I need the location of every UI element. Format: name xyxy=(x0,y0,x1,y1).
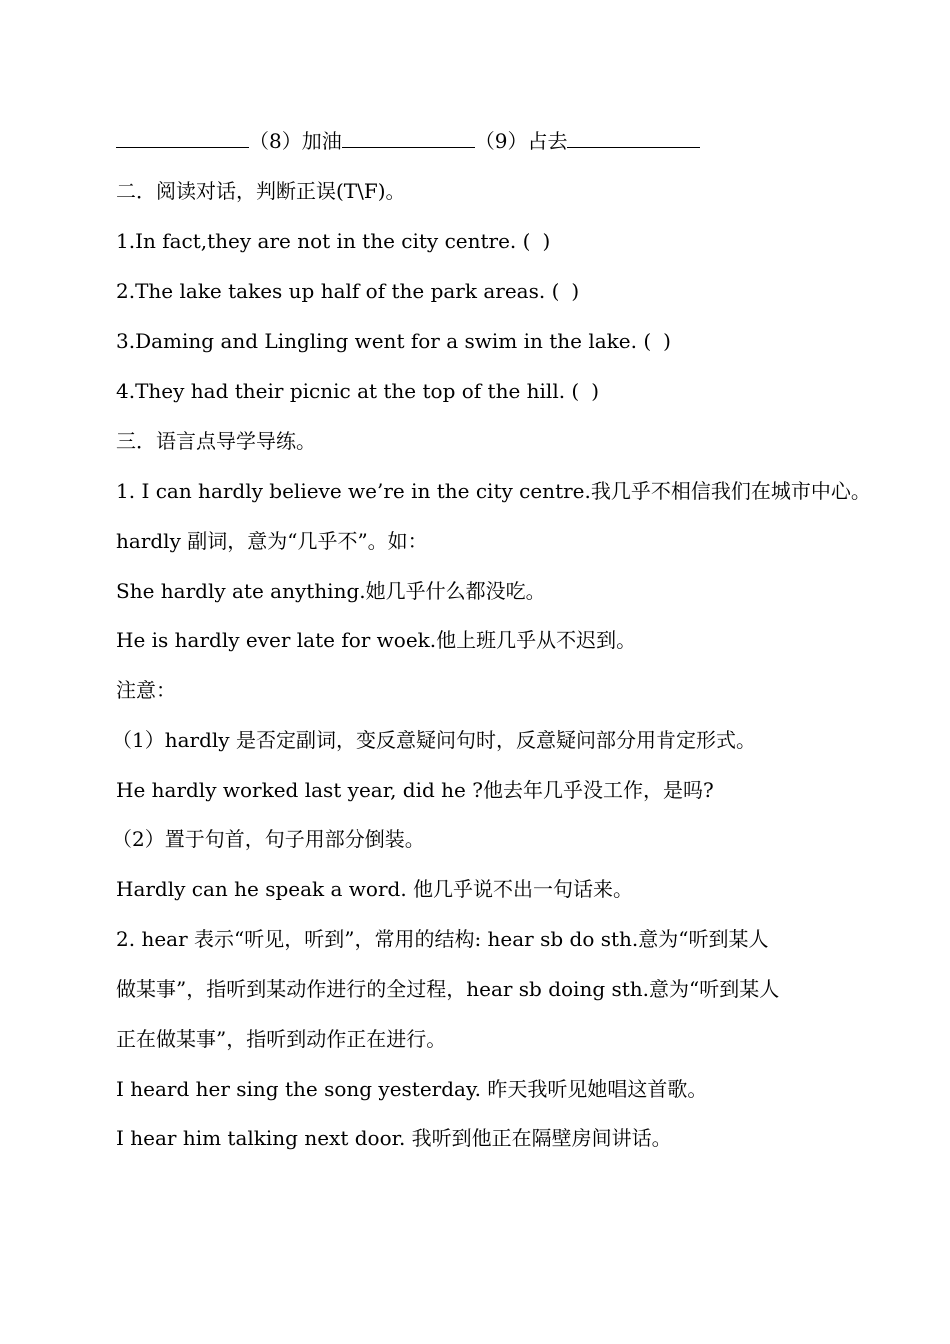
question-text: 3.Daming and Lingling went for a swim in the lake. ( xyxy=(116,329,652,353)
section3-heading: 三．语言点导学导练。 xyxy=(116,429,316,453)
item8-label: （8）加油 xyxy=(249,129,342,153)
close-paren: ) xyxy=(591,379,600,403)
text-line: hardly 副词，意为“几乎不”。如： xyxy=(116,529,428,553)
text-line: Hardly can he speak a word. 他几乎说不出一句话来。 xyxy=(116,877,634,901)
text-line: 2. hear 表示“听见，听到”，常用的结构: hear sb do sth.意为“听到某人 xyxy=(116,927,769,951)
text-line: I hear him talking next door. 我听到他正在隔壁房间讲话。 xyxy=(116,1126,672,1150)
tf-question-3 xyxy=(116,328,671,354)
question-text: 4.They had their picnic at the top of the hill. ( xyxy=(116,379,580,403)
text-line: 注意： xyxy=(116,678,176,702)
text-line: 正在做某事”，指听到动作正在进行。 xyxy=(116,1027,447,1051)
answer-blank-7[interactable] xyxy=(116,129,249,148)
answer-blank-9[interactable] xyxy=(567,129,700,148)
text-line: 做某事”，指听到某动作进行的全过程，hear sb doing sth.意为“听到某人 xyxy=(116,977,780,1001)
text-line: （1）hardly 是否定副词，变反意疑问句时，反意疑问部分用肯定形式。 xyxy=(112,728,756,752)
tf-question-2 xyxy=(116,278,579,304)
fill-in-row xyxy=(116,128,700,154)
close-paren: ) xyxy=(542,229,551,253)
close-paren: ) xyxy=(571,279,580,303)
answer-blank-8[interactable] xyxy=(342,129,475,148)
text-line: She hardly ate anything.她几乎什么都没吃。 xyxy=(116,579,546,603)
text-line: He hardly worked last year, did he ?他去年几乎没工作，是吗? xyxy=(116,778,714,802)
item9-label: （9）占去 xyxy=(474,129,568,153)
text-line: 1. I can hardly believe we’re in the city centre.我几乎不相信我们在城市中心。 xyxy=(116,479,871,503)
tf-question-4 xyxy=(116,378,599,404)
question-text: 2.The lake takes up half of the park areas. ( xyxy=(116,279,560,303)
text-line: He is hardly ever late for woek.他上班几乎从不迟到。 xyxy=(116,628,637,652)
text-line: I heard her sing the song yesterday. 昨天我听见她唱这首歌。 xyxy=(116,1077,708,1101)
section2-heading: 二．阅读对话，判断正误(T\F)。 xyxy=(116,179,406,203)
close-paren: ) xyxy=(663,329,671,353)
tf-question-1 xyxy=(116,228,550,254)
question-text: 1.In fact,they are not in the city centre. ( xyxy=(116,229,531,253)
text-line: （2）置于句首，句子用部分倒装。 xyxy=(112,827,425,851)
